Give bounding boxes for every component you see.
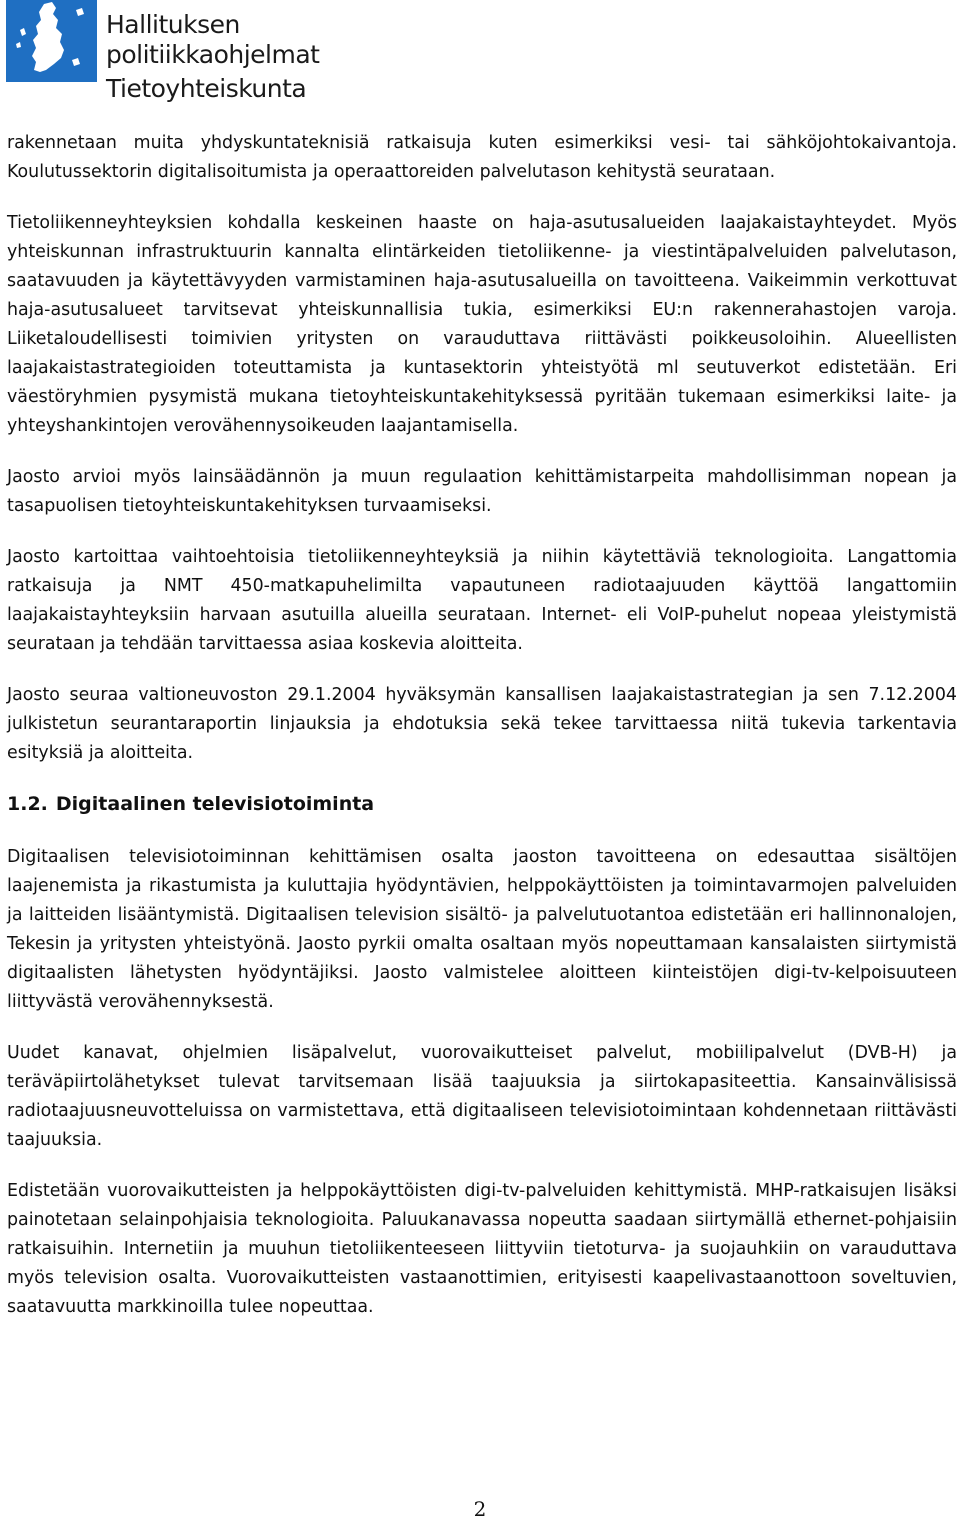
paragraph: Uudet kanavat, ohjelmien lisäpalvelut, vuorovaikutteiset palvelut, mobiilipalvelut (DVB-H) ja teräväpiirtolähetykset tulevat tarvitsemaan lisää taajuuksia ja siirtokapasiteettia. Kansainvälisissä radiotaajuusneuvotteluissa on varmistettava, että digitaaliseen televisiotoimintaan kohdennetaan riittävästi taajuuksia. — [7, 1043, 957, 1150]
document-body — [7, 129, 957, 1344]
paragraph: Jaosto arvioi myös lainsäädännön ja muun regulaation kehittämistarpeita mahdollisimman nopean ja tasapuolisen tietoyhteiskuntakehityksen turvaamiseksi. — [7, 467, 957, 516]
header-text — [106, 10, 426, 104]
page-number: 2 — [473, 1497, 487, 1521]
paragraph: Digitaalisen televisiotoiminnan kehittämisen osalta jaoston tavoitteena on edesauttaa sisältöjen laajenemista ja rikastumista ja kuluttajia hyödyntävien, helppokäyttöisten ja toimintavarmojen palveluiden ja laitteiden lisääntymistä. Digitaalisen television sisältö- ja palvelutuotantoa edistetään eri hallinnonalojen, Tekesin ja yritysten yhteistyönä. Jaosto pyrkii omalta osaltaan myös nopeuttamaan kansalaisten siirtymistä digitaalisten lähetysten hyödyntäjiksi. Jaosto valmistelee aloitteen kiinteistöjen digi-tv-kelpoisuuteen liittyvästä verovähennyksestä. — [7, 847, 957, 1012]
header-subtitle: Tietoyhteiskunta — [106, 74, 307, 103]
paragraph: rakennetaan muita yhdyskuntateknisiä ratkaisuja kuten esimerkiksi vesi- tai sähköjohtokaivantoja. Koulutussektorin digitalisoitumista ja operaattoreiden palvelutason kehitystä seurataan. — [7, 133, 957, 182]
paragraph: Tietoliikenneyhteyksien kohdalla keskeinen haaste on haja-asutusalueiden laajakaistayhteydet. Myös yhteiskunnan infrastruktuurin kannalta elintärkeiden tietoliikenne- ja viestintäpalveluiden palvelutason, saatavuuden ja käytettävyyden varmistaminen haja-asutusalueilla on tavoitteena. Vaikeimmin verkottuvat haja-asutusalueet tarvitsevat yhteiskunnallisia tukia, esimerkiksi EU:n rakennerahastojen varoja. Liiketaloudellisesti toimivien yritysten on varauduttava riittävästi poikkeusoloihin. Alueellisten laajakaistastrategioiden toteuttamista ja kuntasektorin yhteistyötä ml seutuverkot edistetään. Eri väestöryhmien pysymistä mukana tietoyhteiskuntakehityksessä pyritään tukemaan esimerkiksi laite- ja yhteyshankintojen verovähennysoikeuden laajantamisella. — [7, 213, 957, 436]
paragraph: Jaosto seuraa valtioneuvoston 29.1.2004 hyväksymän kansallisen laajakaistastrategian ja sen 7.12.2004 julkistetun seurantaraportin linjauksia ja ehdotuksia sekä tekee tarvittaessa niitä tukevia tarkentavia esityksiä ja aloitteita. — [7, 685, 957, 763]
section-number: 1.2. — [7, 793, 48, 815]
paragraph: Edistetään vuorovaikutteisten ja helppokäyttöisten digi-tv-palveluiden kehittymistä. MHP-ratkaisujen lisäksi painotetaan selainpohjaisia teknologioita. Paluukanavassa nopeutta saadaan siirtymällä ethernet-pohjaisiin ratkaisuihin. Internetiin ja muuhun tietoliikenteeseen liittyviin tietoturva- ja suojauhkiin on varauduttava myös television osalta. Vuorovaikutteisten vastaanottimien, erityisesti kaapelivastaanottoon soveltuvien, saatavuutta markkinoilla tulee nopeuttaa. — [7, 1181, 957, 1317]
header-title: Hallituksen politiikkaohjelmat — [106, 10, 320, 69]
section-title: Digitaalinen televisiotoiminta — [55, 793, 375, 815]
finland-map-logo — [6, 0, 97, 82]
finland-map-icon — [6, 0, 97, 82]
paragraph: Jaosto kartoittaa vaihtoehtoisia tietoliikenneyhteyksiä ja niihin käytettäviä teknologioita. Langattomia ratkaisuja ja NMT 450-matkapuhelimilta vapautuneen radiotaajuuden käyttöä langattomiin laajakaistayhteyksiin harvaan asutuilla alueilla seurataan. Internet- eli VoIP-puhelut nopeaa yleistymistä seurataan ja tehdään tarvittaessa asiaa koskevia aloitteita. — [7, 547, 957, 654]
page-header — [6, 0, 426, 103]
section-heading — [7, 790, 957, 819]
